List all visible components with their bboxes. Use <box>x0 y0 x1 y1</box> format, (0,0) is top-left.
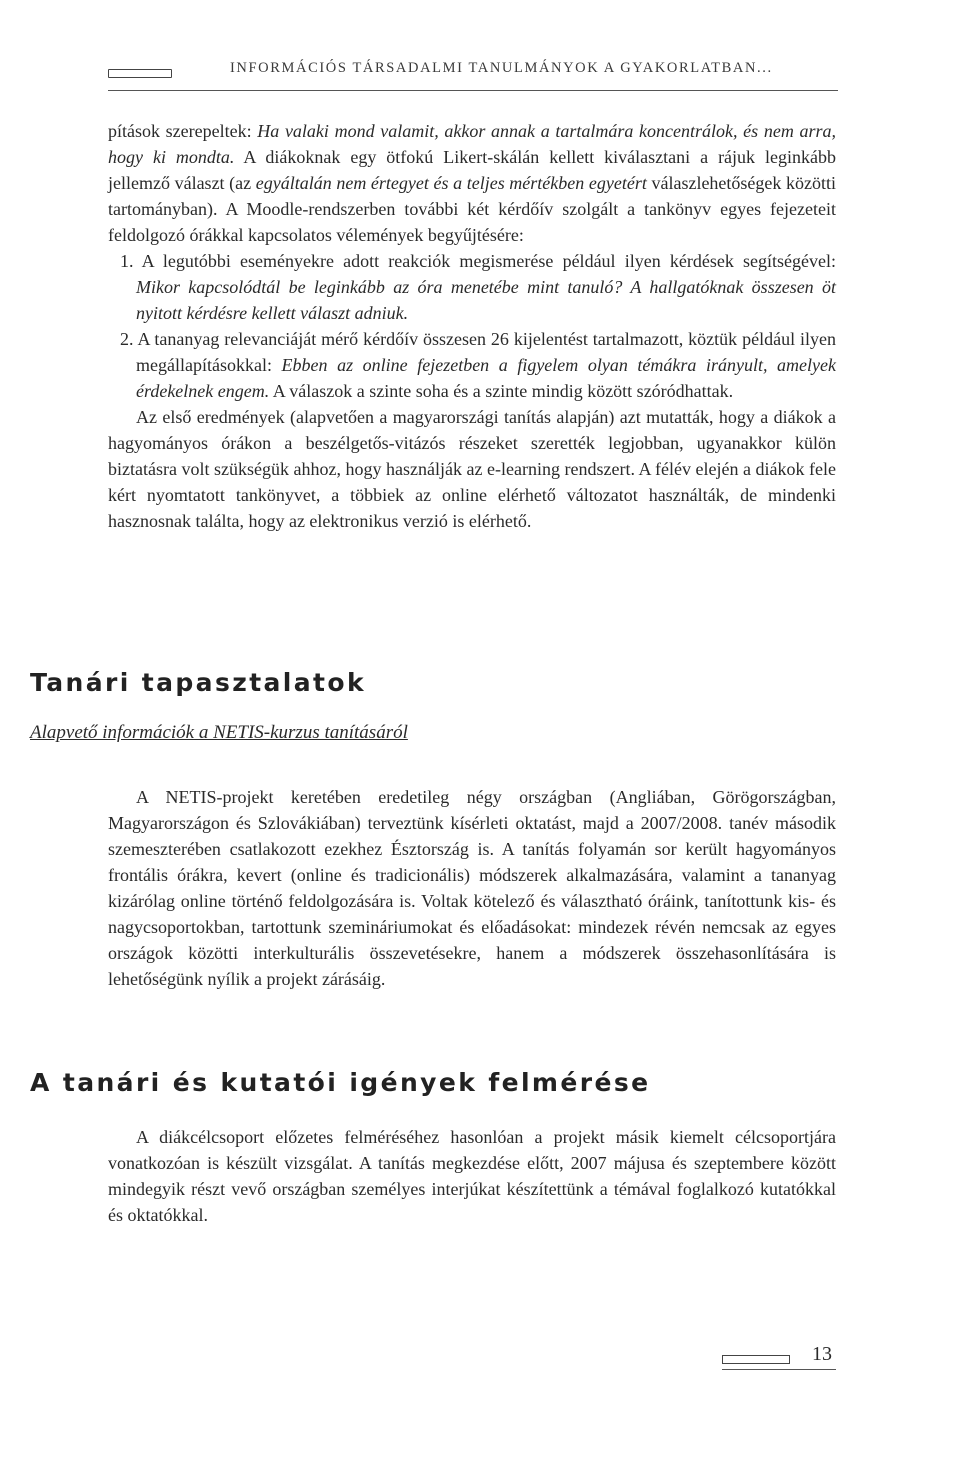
body-text-top <box>108 118 836 534</box>
body-text-section1 <box>108 784 836 992</box>
header-ornament <box>108 69 172 78</box>
running-header <box>108 60 838 94</box>
subsection-heading: Alapvető információk a NETIS-kurzus tanításáról <box>30 722 408 743</box>
list-item <box>108 326 836 404</box>
running-title: INFORMÁCIÓS TÁRSADALMI TANULMÁNYOK A GYAKORLATBAN... <box>230 60 773 76</box>
survey-paragraph: A diákcélcsoport előzetes felméréséhez hasonlóan a projekt másik kiemelt célcsoportjára vonatkozóan is készült vizsgálat. A tanítás megkezdése előtt, 2007 májusa és szeptembere között mindegyik részt vevő országban személyes interjúkat készítettünk a témával foglalkozó kutatókkal és oktatókkal. <box>108 1127 836 1225</box>
results-paragraph: Az első eredmények (alapvetően a magyarországi tanítás alapján) azt mutatták, hogy a diákok a hagyományos órákon a beszélgetős-vitázós részeket szerették legjobban, ugyanakkor külön biztatásra volt szükségük ahhoz, hogy használják az e-learning rendszert. A félév elején a diákok fele kért nyomtatott tankönyvet, a többiek az online elérhető változatot használták, de mindenki hasznosnak találta, hogy az elektronikus verzió is elérhető. <box>108 407 836 531</box>
section-heading: Tanári tapasztalatok <box>30 668 367 697</box>
text-run: 2. A tananyag relevanciáját mérő kérdőív összesen 26 kijelentést tartalmazott, köztük például ilyen megállapításokkal: <box>120 329 836 375</box>
body-text-section2 <box>108 1124 836 1228</box>
page-number: 13 <box>812 1343 832 1365</box>
text-run: 1. A legutóbbi eseményekre adott reakciók megismerése például ilyen kérdések segítségével: <box>120 251 836 271</box>
netis-paragraph: A NETIS-projekt keretében eredetileg négy országban (Angliában, Görögországban, Magyarországon és Szlovákiában) terveztünk kísérleti oktatást, majd a 2007/2008. tanév második szemeszterében csatlakozott ezekhez Észtország is. A tanítás folyamán sor került hagyományos frontális órákra, kevert (online és tradicionális) módszerek alkalmazására, valamint a tananyag kizárólag online történő feldolgozására is. Voltak kötelező és választható óráink, tanítottunk kis- és nagycsoportokban, tartottunk szemináriumokat és előadásokat: mindezek révén nemcsak az egyes országok közötti interkulturális összevetésekre, hanem a módszerek összehasonlítására is lehetőségünk nyílik a projekt zárásáig. <box>108 787 836 989</box>
text-run: pítások szerepeltek: <box>108 121 258 141</box>
header-rule <box>108 90 838 91</box>
italic-quote: Ha valaki mond valamit, akkor annak a tartalmára koncentrálok, és nem arra, hogy ki mondta. <box>108 121 836 167</box>
footer-ornament <box>722 1355 790 1364</box>
text-run: válaszlehetőségek közötti tartományban). A Moodle-rendszerben további két kérdőív szolgált a tankönyv egyes fejezeteit feldolgozó órákkal kapcsolatos vélemények begyűjtésére: <box>108 173 837 245</box>
italic-statement: Ebben az online fejezetben a figyelem olyan témákra irányult, amelyek érdekelnek engem. <box>136 355 836 401</box>
section-heading: A tanári és kutatói igények felmérése <box>30 1068 651 1097</box>
italic-question: Mikor kapcsolódtál be leginkább az óra menetébe mint tanuló? <box>136 277 623 297</box>
questionnaire-list <box>108 248 836 404</box>
intro-paragraph <box>108 118 836 248</box>
footer-rule <box>722 1369 836 1370</box>
italic-note: A hallgatóknak összesen öt nyitott kérdésre kellett választ adniuk. <box>136 277 836 323</box>
text-run: A válaszok a szinte soha és a szinte mindig között szóródhattak. <box>269 381 734 401</box>
text-run: A diákoknak egy ötfokú Likert-skálán kellett kiválasztani a rájuk leginkább jellemző választ (az <box>108 147 837 193</box>
italic-scale-terms: egyáltalán nem értegyet és a teljes mértékben egyetért <box>255 173 647 193</box>
list-item <box>108 248 836 326</box>
